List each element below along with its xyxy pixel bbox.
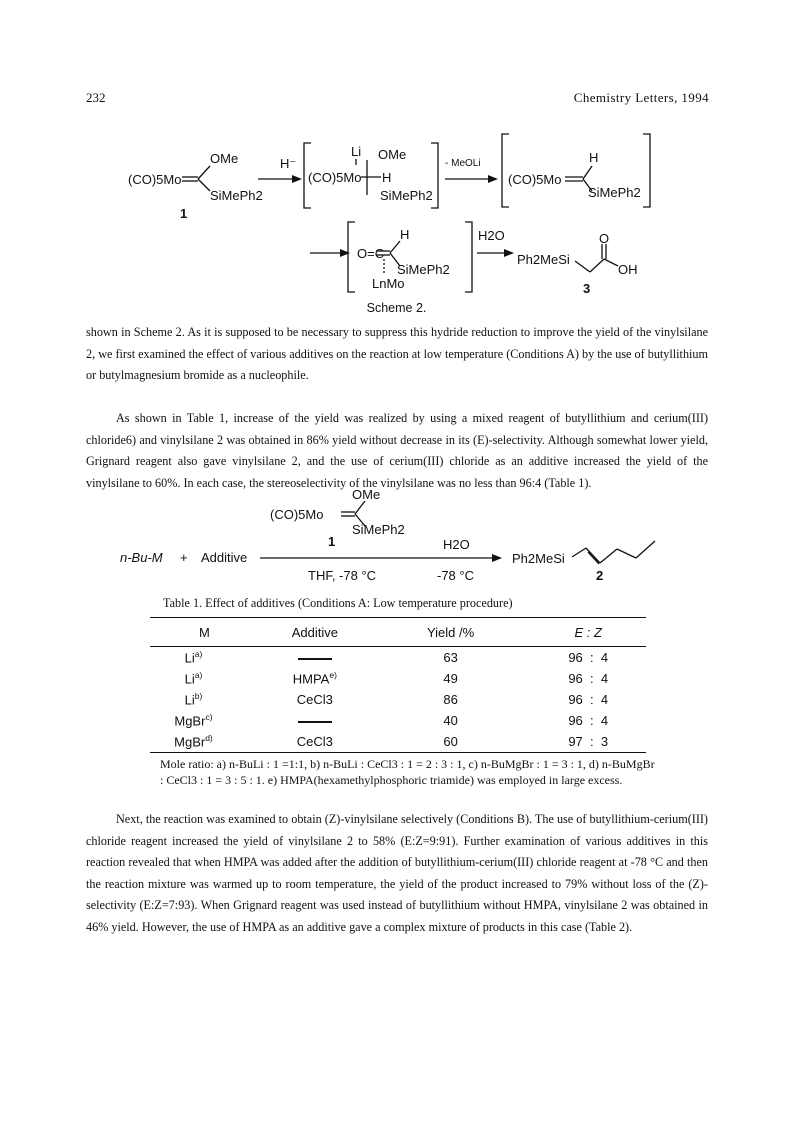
arrow-head: [492, 554, 502, 562]
cell-m: Li: [184, 671, 195, 687]
bracket-right: [643, 134, 650, 207]
bond-line: [583, 166, 592, 179]
co5mo-label: (CO)5Mo: [508, 172, 562, 187]
compound-2-label: 2: [596, 568, 604, 583]
paragraph-2: As shown in Table 1, increase of the yield was realized by using a mixed reagent of butyllithium and cerium(III) chloride6) and vinylsilane 2 was obtained in 86% yield without decrease in its (E)-selectivity. Although somewhat lower yield, Grignard reagent also gave vinylsilane 2, and the use of cerium(III) chloride as an additive increased the yield of the vinylsilane to 60%. In each case, the stereoselectivity of the vinylsilane was no less than 96:4 (Table 1).: [86, 411, 708, 490]
bond-line: [198, 166, 210, 179]
cell-e: 96: [568, 692, 583, 707]
arrow-head: [292, 175, 302, 183]
meoli-label: - MeOLi: [445, 158, 481, 169]
bond-line: [586, 548, 600, 563]
ph2mesi-label: Ph2MeSi: [517, 252, 570, 267]
table-caption: Table 1. Effect of additives (Conditions A: Low temperature procedure): [163, 596, 513, 610]
bracket-left: [348, 222, 355, 292]
cell-m-note: b): [194, 691, 203, 702]
co5mo-label: (CO)5Mo: [270, 507, 324, 522]
temperature-label: -78 °C: [437, 568, 474, 583]
table-row: MgBr$^{c)}$ 40 96 : 4: [150, 710, 646, 731]
cell-z: 4: [600, 671, 609, 686]
bond-line: [575, 261, 590, 272]
paragraph-1: shown in Scheme 2. As it is supposed to be necessary to suppress this hydride reduction to improve the yield of the vinylsilane 2, we first examined the effect of various additives on the reaction at low temperature (Conditions A) by the use of butyllithium or butylmagnesium bromide as a nucleophile.: [86, 325, 708, 382]
cell-m-note: c): [205, 712, 213, 723]
ph2mesi-label: Ph2MeSi: [512, 551, 565, 566]
reagent-label: n-Bu-M: [120, 550, 163, 565]
cell-e: 96: [568, 650, 583, 665]
header-yield: Yield /%: [426, 624, 475, 640]
cell-z: 4: [600, 650, 609, 665]
li-label: Li: [351, 144, 362, 159]
cell-m-note: d): [205, 733, 213, 744]
cell-m-note: a): [194, 649, 203, 660]
cell-additive-note: e): [329, 670, 337, 681]
h-label: H: [400, 227, 410, 242]
cell-m: Li: [184, 692, 195, 708]
arrow-head: [504, 249, 514, 257]
cell-yield: 60: [443, 734, 458, 749]
bond-line: [572, 548, 586, 557]
double-bond-line: [588, 552, 599, 564]
compound-1-label: 1: [328, 534, 336, 549]
cell-z: 4: [600, 713, 609, 728]
hydride-label: H⁻: [280, 156, 297, 171]
cell-e: 96: [568, 713, 583, 728]
plus-label: +: [180, 550, 188, 565]
h-label: H: [589, 150, 599, 165]
h2o-label: H2O: [443, 537, 470, 552]
cell-additive: HMPA: [292, 671, 330, 687]
bond-line: [617, 549, 636, 558]
header-additive: Additive: [291, 624, 338, 640]
bond-line: [600, 549, 617, 563]
simeph2-label: SiMePh2: [397, 262, 450, 277]
bond-line: [636, 541, 655, 558]
cell-z: 3: [600, 734, 609, 749]
bond-line: [198, 179, 210, 191]
oc-label: O=C: [357, 246, 385, 261]
bond-line: [590, 259, 604, 272]
no-additive-dash: [298, 721, 332, 723]
cell-m: MgBr: [174, 713, 206, 729]
ome-label: OMe: [210, 151, 239, 166]
table-row: Li$^{a)}$ 63 96 : 4: [150, 647, 646, 669]
page-number: 232: [86, 90, 106, 105]
journal-header: Chemistry Letters, 1994: [573, 90, 709, 105]
lnmo-label: LnMo: [372, 276, 405, 291]
thf-condition-label: THF, -78 °C: [308, 568, 377, 583]
header-m: M: [199, 624, 210, 640]
table-footnote: Mole ratio: a) n-BuLi : 1 =1:1, b) n-BuLi : CeCl3 : 1 = 2 : 3 : 1, c) n-BuMgBr : 1 = 3 : 1, d) n-BuMgBr : CeCl3 : 1 = 3 : 5 : 1. e) HMPA(hexamethylphosphoric triamide) was employed in large excess.: [160, 757, 655, 787]
table-row: MgBr$^{d)}$ CeCl3 60 97 : 3: [150, 731, 646, 753]
cell-e: 97: [568, 734, 583, 749]
oh-label: OH: [618, 262, 638, 277]
compound-1-label: 1: [180, 206, 188, 221]
bond-line: [604, 259, 618, 266]
scheme-caption: Scheme 2.: [366, 301, 427, 315]
no-additive-dash: [298, 658, 332, 660]
ome-label: OMe: [352, 487, 381, 502]
o-label: O: [599, 231, 610, 246]
simeph2-label: SiMePh2: [588, 185, 641, 200]
cell-yield: 49: [443, 671, 458, 686]
arrow-head: [488, 175, 498, 183]
simeph2-label: SiMePh2: [352, 522, 405, 537]
cell-m: Li: [184, 650, 195, 666]
co5mo-label: (CO)5Mo: [308, 170, 362, 185]
header-ez: E : Z: [574, 624, 602, 640]
additive-label: Additive: [201, 550, 248, 565]
cell-yield: 63: [443, 650, 458, 665]
cell-yield: 86: [443, 692, 458, 707]
cell-additive: CeCl3: [296, 734, 333, 749]
paragraph-3: Next, the reaction was examined to obtain (Z)-vinylsilane selectively (Conditions B). The use of butyllithium-cerium(III) chloride reagent increased the yield of vinylsilane 2 to 58% (E:Z=9:91). Further examination of various additives in this reaction revealed that when HMPA was added after the addition of butyllithium-cerium(III) chloride reagent at -78 °C and then the reaction mixture was warmed up to room temperature, the yield of the product increased to 79% without loss of the (Z)-selectivity (E:Z=7:93). When Grignard reagent was used instead of butyllithium without HMPA, vinylsilane 2 was obtained in 46% yield. However, the use of HMPA as an additive gave a complex mixture of products in this case (Table 2).: [86, 812, 708, 934]
table-row: Li$^{a)}$ HMPA$^{e)}$ 49 96 : 4: [150, 668, 646, 689]
simeph2-label: SiMePh2: [380, 188, 433, 203]
cell-additive: CeCl3: [296, 692, 333, 707]
cell-z: 4: [600, 692, 609, 707]
cell-m: MgBr: [174, 734, 206, 750]
table-row: Li$^{b)}$ CeCl3 86 96 : 4: [150, 689, 646, 710]
simeph2-label: SiMePh2: [210, 188, 263, 203]
bond-line: [390, 241, 400, 253]
table-1: [150, 617, 646, 753]
co5mo-label: (CO)5Mo: [128, 172, 182, 187]
h-label: H: [382, 170, 392, 185]
bond-line: [355, 501, 365, 514]
cell-yield: 40: [443, 713, 458, 728]
h2o-label: H2O: [478, 228, 505, 243]
ome-label: OMe: [378, 147, 407, 162]
table-header-row: [150, 618, 646, 647]
cell-e: 96: [568, 671, 583, 686]
cell-m-note: a): [194, 670, 203, 681]
compound-3-label: 3: [583, 281, 591, 296]
bracket-left: [502, 134, 509, 207]
bracket-right: [465, 222, 472, 292]
